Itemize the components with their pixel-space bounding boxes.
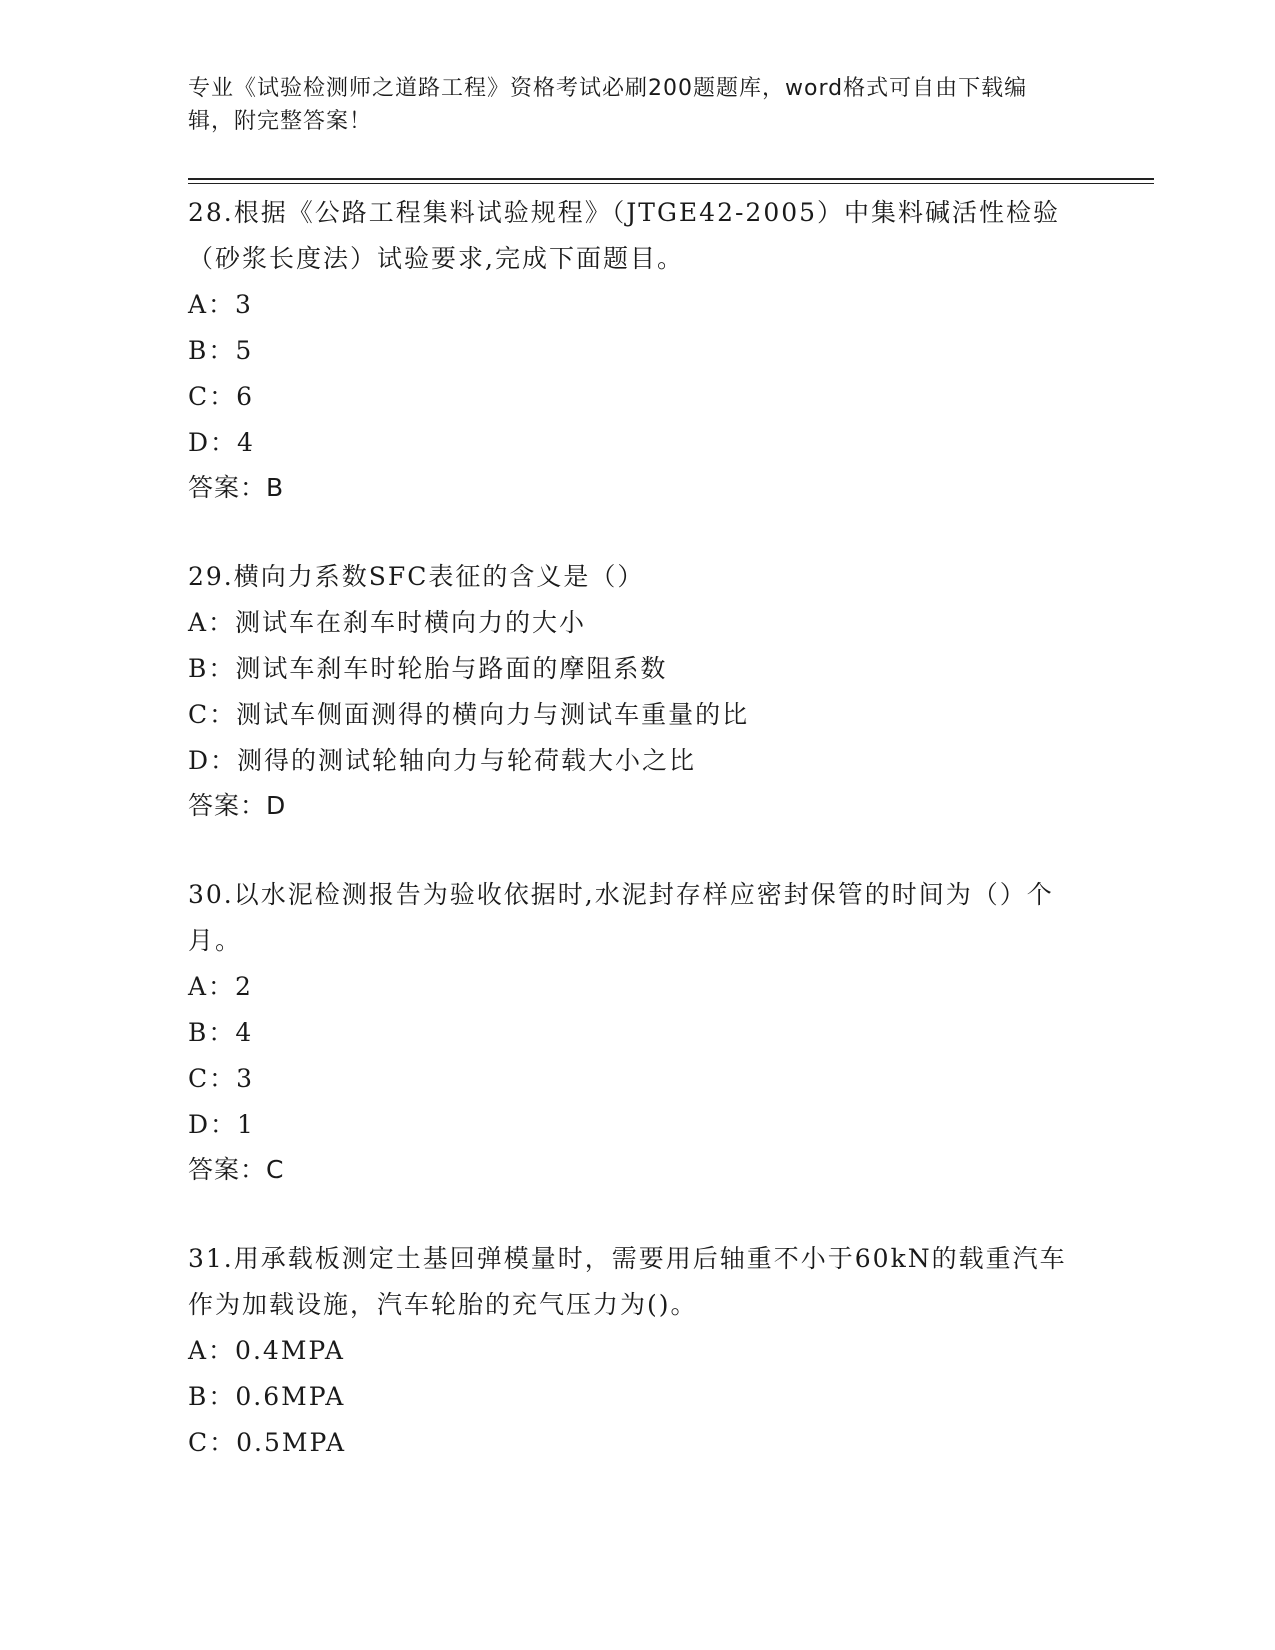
- option-a: A：测试车在刹车时横向力的大小: [188, 608, 587, 637]
- option-b: B：4: [188, 1018, 254, 1047]
- option-b: B：5: [188, 336, 254, 365]
- option-d: D：1: [188, 1110, 255, 1139]
- option-a: A：3: [188, 290, 253, 319]
- question-text: 28.根据《公路工程集料试验规程》（JTGE42-2005）中集料碱活性检验（砂浆长度法）试验要求,完成下面题目。: [188, 198, 1061, 273]
- answer: 答案：D: [188, 791, 287, 820]
- question-28: [188, 190, 1068, 510]
- option-a: A：0.4MPA: [188, 1336, 345, 1365]
- question-29: [188, 554, 1068, 828]
- question-list: [188, 190, 1068, 1510]
- document-header: 专业《试验检测师之道路工程》资格考试必刷200题题库，word格式可自由下载编辑，附完整答案！: [188, 76, 1028, 134]
- option-d: D：测得的测试轮轴向力与轮荷载大小之比: [188, 746, 697, 775]
- question-text: 30.以水泥检测报告为验收依据时,水泥封存样应密封保管的时间为（）个月。: [188, 880, 1054, 955]
- question-text: 31.用承载板测定土基回弹模量时，需要用后轴重不小于60kN的载重汽车作为加载设施，汽车轮胎的充气压力为()。: [188, 1244, 1067, 1319]
- option-b: B：0.6MPA: [188, 1382, 346, 1411]
- option-c: C：6: [188, 382, 255, 411]
- answer: 答案：C: [188, 1155, 285, 1184]
- option-d: D：4: [188, 428, 255, 457]
- option-b: B：测试车刹车时轮胎与路面的摩阻系数: [188, 654, 668, 683]
- option-c: C：3: [188, 1064, 255, 1093]
- answer: 答案：B: [188, 473, 285, 502]
- option-a: A：2: [188, 972, 253, 1001]
- option-c: C：0.5MPA: [188, 1428, 347, 1457]
- question-31: [188, 1236, 1068, 1466]
- header-divider-thin: [188, 183, 1154, 184]
- question-30: [188, 872, 1068, 1192]
- option-c: C：测试车侧面测得的横向力与测试车重量的比: [188, 700, 750, 729]
- header-divider-thick: [188, 178, 1154, 180]
- question-text: 29.横向力系数SFC表征的含义是（）: [188, 562, 645, 591]
